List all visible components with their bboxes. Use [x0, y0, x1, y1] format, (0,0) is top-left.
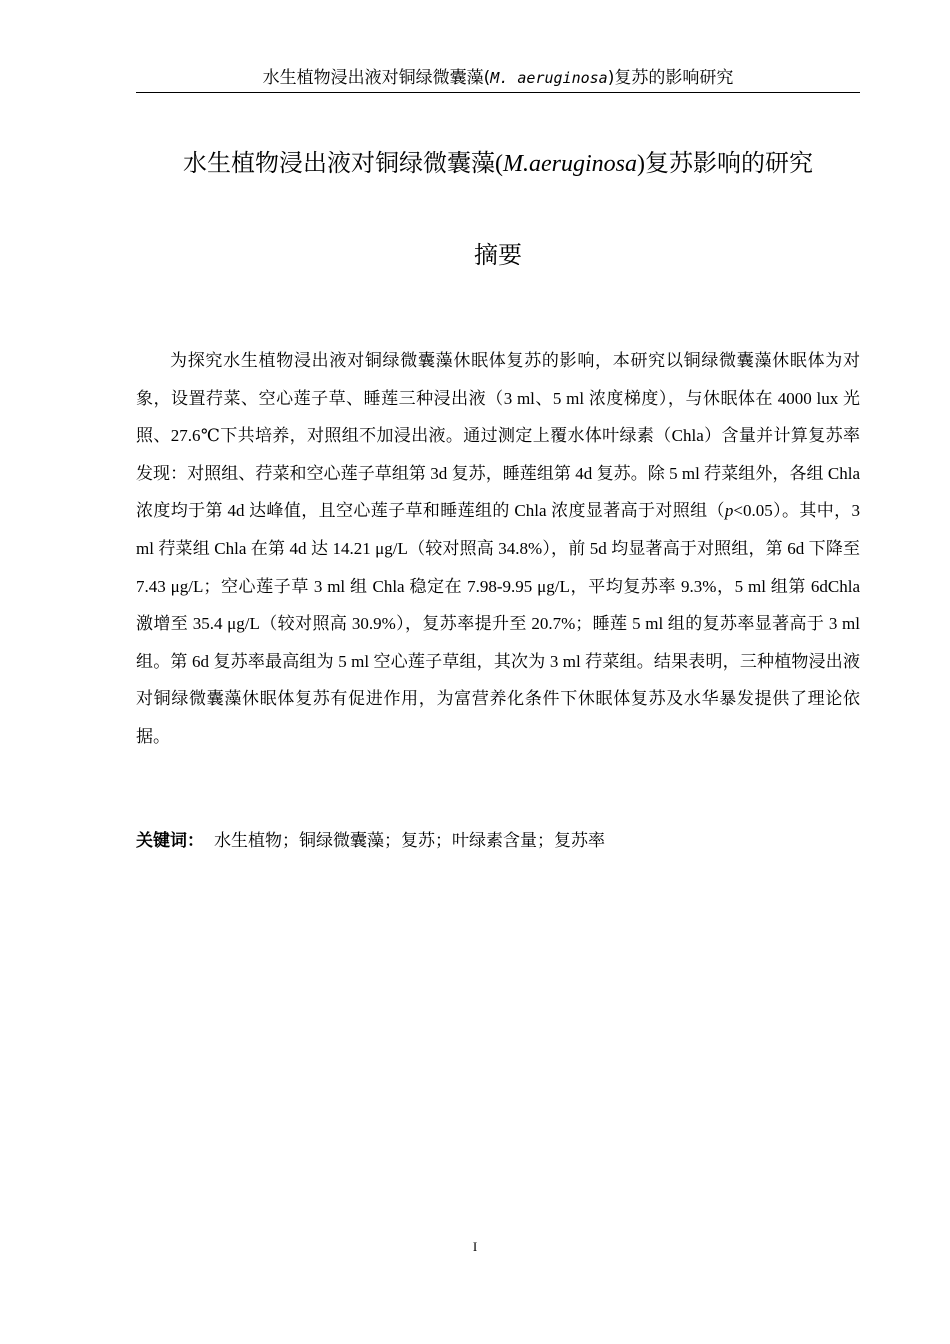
title-close-paren: )	[637, 151, 645, 177]
abstract-text-part2: <0.05）。其中，3 ml 荇菜组 Chla 在第 4d 达 14.21 μg/L（较对照高 34.8%），前 5d 均显著高于对照组，第 6d 下降至 7.43 μg/L；空心莲子草 3 ml 组 Chla 稳定在 7.98-9.95 μg/L，平均复苏率 9.3%，5 ml 组第 6dChla 激增至 35.4 μg/L（较对照高 30.9%），复苏率提升至 20.7%；睡莲 5 ml 组的复苏率显著高于 3 ml 组。第 6d 复苏率最高组为 5 ml 空心莲子草组，其次为 3 ml 荇菜组。结果表明，三种植物浸出液对铜绿微囊藻休眠体复苏有促进作用，为富营养化条件下休眠体复苏及水华暴发提供了理论依据。	[136, 501, 861, 746]
title-open-paren: (	[495, 151, 503, 177]
running-header-suffix: )复苏的影响研究	[607, 68, 734, 88]
p-value-symbol: p	[724, 501, 734, 521]
title-prefix: 水生植物浸出液对铜绿微囊藻	[183, 149, 495, 177]
keywords-label: 关键词：	[136, 831, 204, 851]
keywords-text: 水生植物；铜绿微囊藻；复苏；叶绿素含量；复苏率	[214, 831, 605, 850]
abstract-text-part1: 为探究水生植物浸出液对铜绿微囊藻休眠体复苏的影响，本研究以铜绿微囊藻休眠体为对象，设置荇菜、空心莲子草、睡莲三种浸出液（3 ml、5 ml 浓度梯度），与休眠体在 4000 lux 光照、27.6℃下共培养，对照组不加浸出液。通过测定上覆水体叶绿素（Chla）含量并计算复苏率发现：对照组、荇菜和空心莲子草组第 3d 复苏，睡莲组第 4d 复苏。除 5 ml 荇菜组外，各组 Chla 浓度均于第 4d 达峰值，且空心莲子草和睡莲组的 Chla 浓度显著高于对照组（	[136, 351, 860, 521]
running-header-species: M. aeruginosa	[490, 69, 608, 87]
running-header-prefix: 水生植物浸出液对铜绿微囊藻(	[262, 68, 491, 88]
document-title	[136, 146, 860, 181]
abstract-heading: 摘要	[474, 241, 522, 269]
title-suffix: 复苏影响的研究	[645, 149, 813, 177]
keywords-line	[136, 826, 860, 856]
header-divider	[136, 92, 860, 93]
page-number: I	[472, 1239, 478, 1254]
abstract-paragraph	[136, 342, 860, 756]
title-species-name: M.aeruginosa	[503, 151, 637, 177]
running-header	[136, 66, 860, 90]
